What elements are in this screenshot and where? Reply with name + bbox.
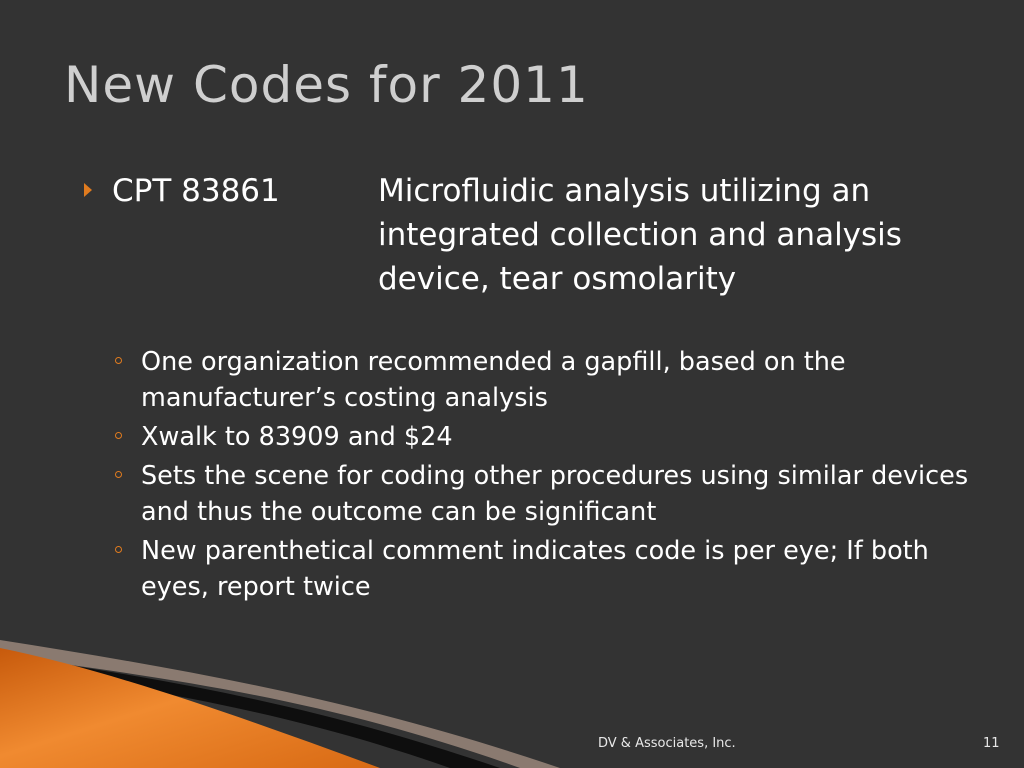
sub-bullet-item bbox=[113, 458, 973, 530]
cpt-code: CPT 83861 bbox=[112, 173, 280, 209]
ring-bullet-icon bbox=[115, 357, 122, 364]
sub-bullet-item bbox=[113, 419, 973, 455]
slide-title: New Codes for 2011 bbox=[64, 56, 589, 114]
footer-company: DV & Associates, Inc. bbox=[598, 736, 736, 751]
sub-bullet-item bbox=[113, 344, 973, 416]
sub-bullet-text: Sets the scene for coding other procedures using similar devices and thus the outcome can be significant bbox=[141, 461, 969, 527]
code-description: Microfluidic analysis utilizing an integrated collection and analysis device, tear osmolarity bbox=[378, 173, 902, 297]
ring-bullet-icon bbox=[115, 546, 122, 553]
slide-number: 11 bbox=[983, 736, 1000, 751]
triangle-arrow-icon bbox=[84, 183, 92, 197]
sub-bullet-text: One organization recommended a gapfill, based on the manufacturer’s costing analysis bbox=[141, 347, 846, 413]
ring-bullet-icon bbox=[115, 432, 122, 439]
sub-bullet-item bbox=[113, 533, 973, 605]
ring-bullet-icon bbox=[115, 471, 122, 478]
sub-bullet-text: Xwalk to 83909 and $24 bbox=[141, 422, 453, 452]
sub-bullet-text: New parenthetical comment indicates code is per eye; If both eyes, report twice bbox=[141, 536, 929, 602]
sub-bullet-list bbox=[113, 344, 973, 608]
